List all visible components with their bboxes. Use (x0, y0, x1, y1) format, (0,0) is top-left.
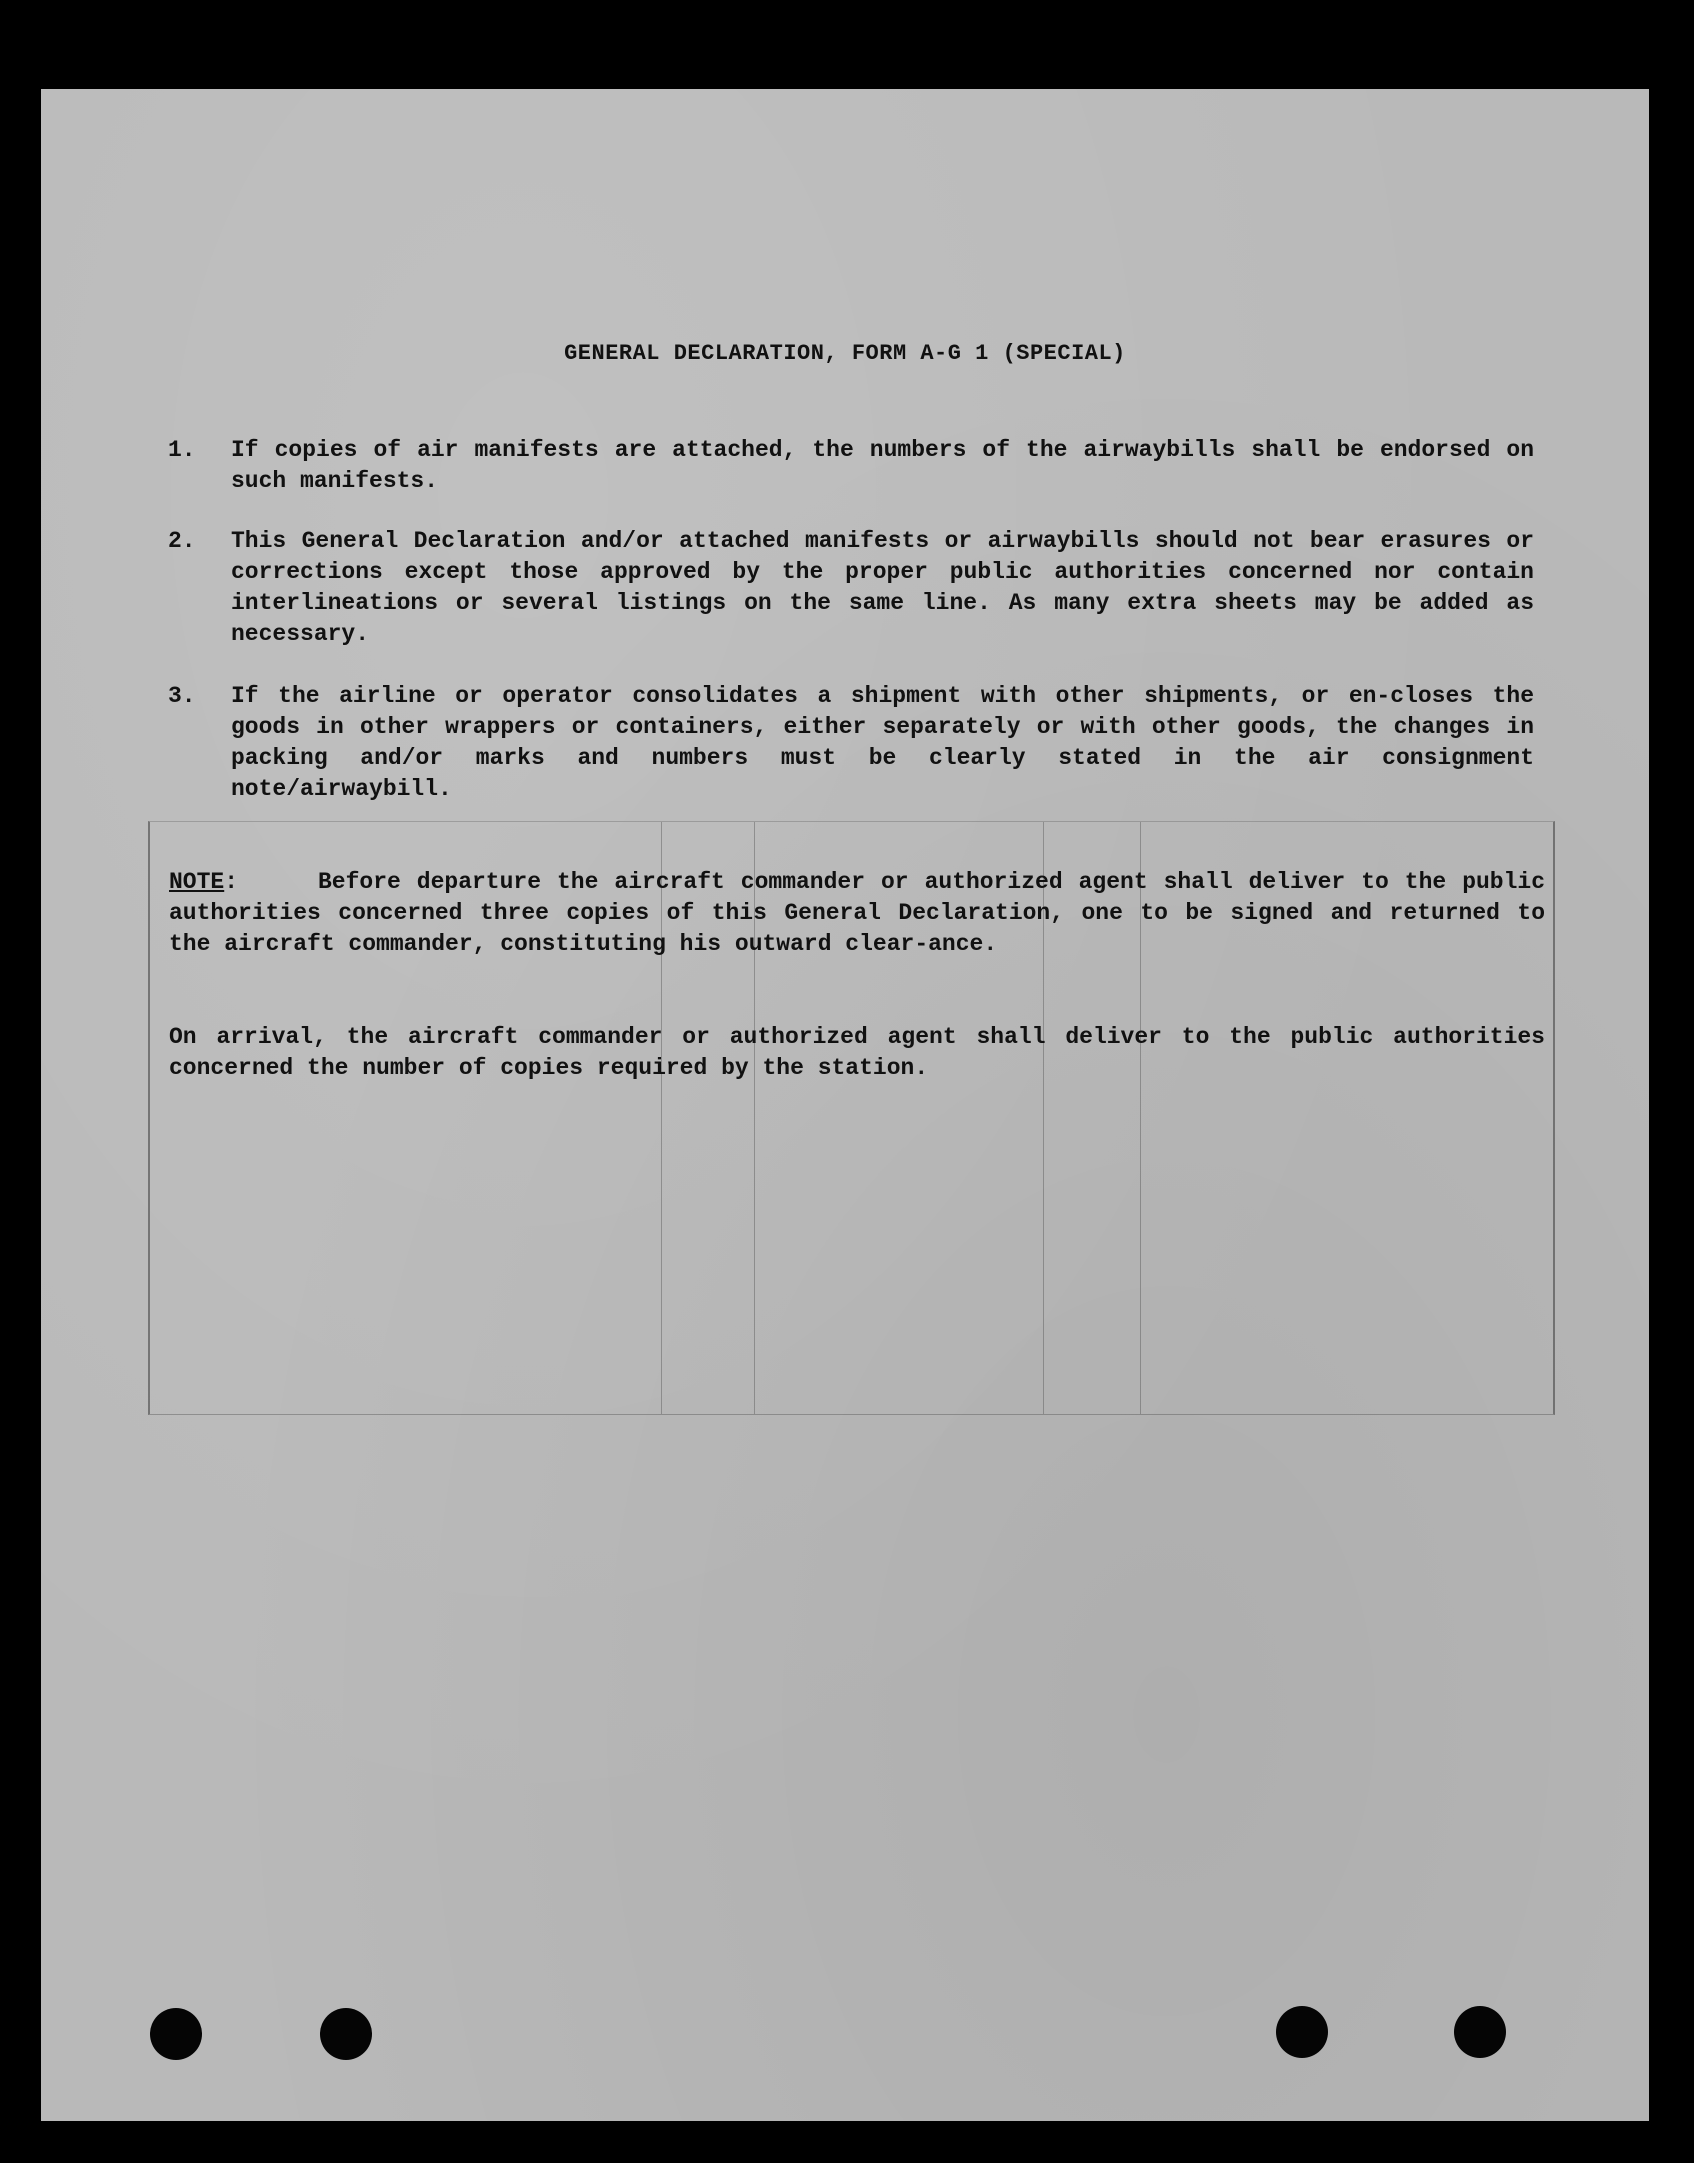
item-text: If copies of air manifests are attached, the numbers of the airwaybills shall be endorsed on such manifests. (231, 437, 1534, 494)
arrival-paragraph: On arrival, the aircraft commander or authorized agent shall deliver to the public authorities concerned the number of copies required by the station. (169, 1024, 1545, 1081)
note-label: NOTE (169, 869, 225, 895)
item-number: 3. (168, 683, 196, 709)
note-paragraph (169, 867, 1545, 960)
punch-hole (1276, 2006, 1328, 2058)
page-title: GENERAL DECLARATION, FORM A-G 1 (SPECIAL) (564, 341, 1126, 366)
punch-hole (320, 2008, 372, 2060)
punch-hole (150, 2008, 202, 2060)
note-text: Before departure the aircraft commander or authorized agent shall deliver to the public authorities concerned three copies of this General Declaration, one to be signed and returned to the aircraft commander, constituting his outward clear-ance. (169, 869, 1546, 957)
item-number: 1. (168, 437, 196, 463)
punch-hole (1454, 2006, 1506, 2058)
item-text: This General Declaration and/or attached manifests or airwaybills should not bear erasures or corrections except those approved by the proper public authorities concerned nor contain interlineations or several listings on the same line. As many extra sheets may be added as necessary. (231, 528, 1534, 647)
document-page (41, 89, 1649, 2121)
document-content (41, 89, 1649, 2121)
item-text: If the airline or operator consolidates a shipment with other shipments, or en-closes the goods in other wrappers or containers, either separately or with other goods, the changes in packing and/or marks and numbers must be clearly stated in the air consignment note/airwaybill. (231, 683, 1534, 802)
item-number: 2. (168, 528, 196, 554)
note-colon: : (224, 869, 239, 895)
